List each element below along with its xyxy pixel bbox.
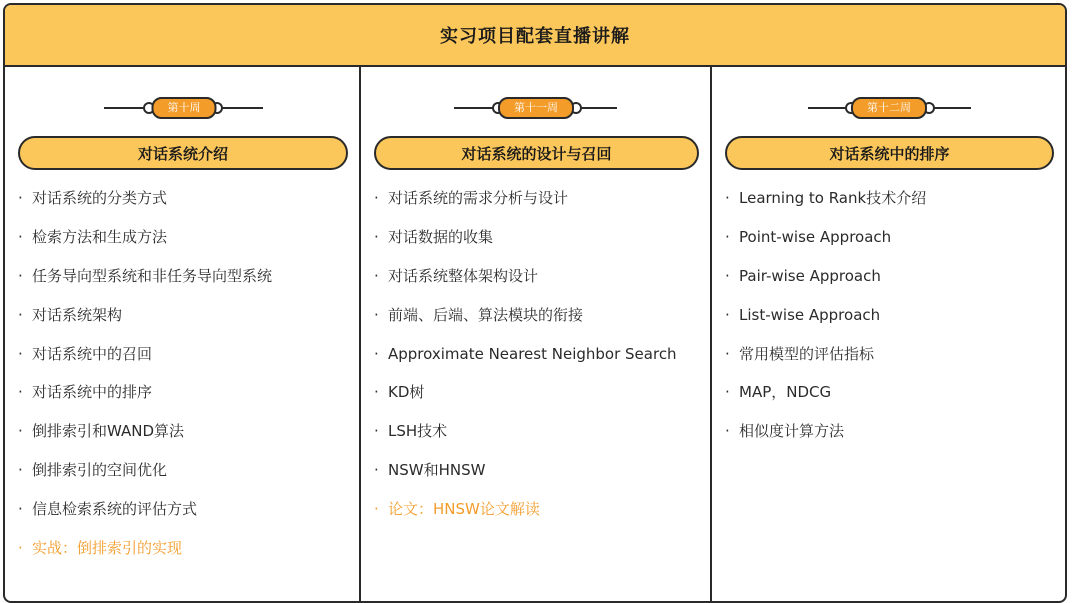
week-divider — [361, 96, 710, 136]
list-item: · Approximate Nearest Neighbor Search — [374, 344, 677, 363]
list-item: · 检索方法和生成方法 — [18, 227, 168, 246]
week-divider — [5, 96, 359, 136]
topic-list — [5, 188, 359, 577]
list-item: · LSH技术 — [374, 422, 448, 441]
list-item: · 任务导向型系统和非任务导向型系统 — [18, 266, 273, 285]
list-item: · 前端、后端、算法模块的衔接 — [374, 305, 584, 324]
list-item: · 对话系统的需求分析与设计 — [374, 189, 569, 207]
list-item: · 对话系统的分类方式 — [18, 189, 168, 207]
week-badge: 第十周 — [152, 97, 217, 119]
list-item: · MAP，NDCG — [725, 383, 832, 402]
list-item: · List-wise Approach — [725, 305, 881, 324]
topic-list — [712, 188, 1065, 460]
week-11-column — [361, 67, 712, 603]
list-item: · 相似度计算方法 — [725, 422, 845, 441]
list-item-highlight: · 实战：倒排索引的实现 — [18, 539, 183, 558]
section-heading: 对话系统中的排序 — [725, 136, 1054, 170]
list-item-highlight: · 论文：HNSW论文解读 — [374, 500, 540, 519]
list-item: · 信息检索系统的评估方式 — [18, 500, 198, 519]
list-item: · 倒排索引和WAND算法 — [18, 422, 185, 441]
panel-title: 实习项目配套直播讲解 — [5, 5, 1065, 67]
list-item: · Point-wise Approach — [725, 227, 892, 246]
week-12-column — [712, 67, 1065, 603]
list-item: · 常用模型的评估指标 — [725, 344, 875, 363]
section-heading: 对话系统的设计与召回 — [374, 136, 699, 170]
list-item: · Pair-wise Approach — [725, 266, 881, 285]
week-badge: 第十一周 — [498, 97, 574, 119]
week-badge: 第十二周 — [851, 97, 927, 119]
list-item: · Learning to Rank技术介绍 — [725, 189, 927, 207]
list-item: · 对话系统中的召回 — [18, 344, 153, 363]
list-item: · NSW和HNSW — [374, 461, 486, 480]
section-heading: 对话系统介绍 — [18, 136, 348, 170]
week-divider — [712, 96, 1065, 136]
list-item: · 对话数据的收集 — [374, 227, 494, 246]
list-item: · 对话系统整体架构设计 — [374, 266, 539, 285]
curriculum-panel — [3, 3, 1067, 603]
list-item: · 对话系统架构 — [18, 305, 123, 324]
topic-list — [361, 188, 710, 538]
list-item: · 倒排索引的空间优化 — [18, 461, 168, 480]
week-10-column — [5, 67, 361, 603]
list-item: · 对话系统中的排序 — [18, 383, 153, 402]
list-item: · KD树 — [374, 383, 425, 402]
